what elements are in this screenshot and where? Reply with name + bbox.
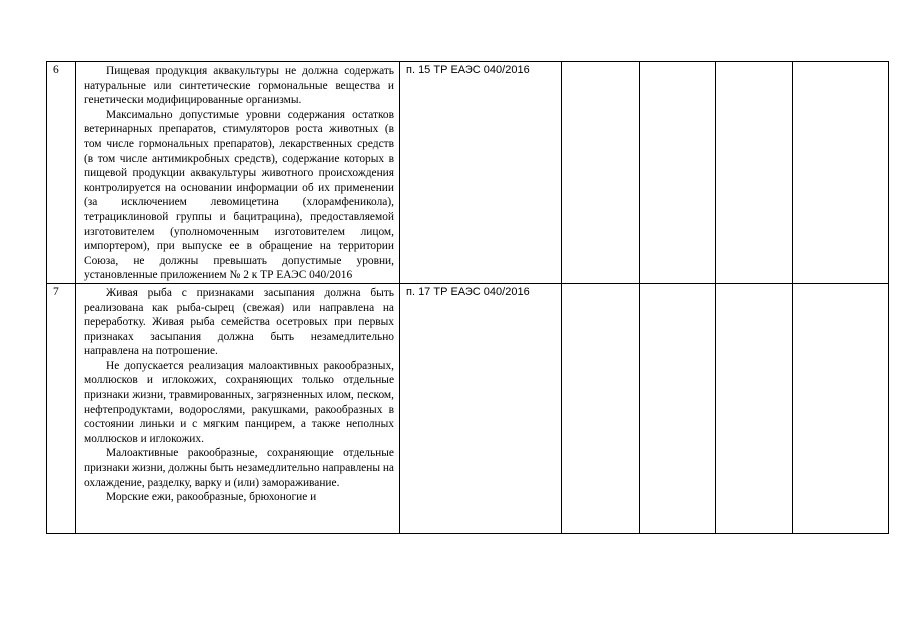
empty-cell — [562, 283, 640, 533]
requirement-paragraph: Морские ежи, ракообразные, брюхоногие и — [106, 491, 317, 504]
requirement-paragraph: Малоактивные ракообразные, сохраняющие отдельные признаки жизни, должны быть незамедлительно направлены на охлаждение, разделку, варку и (или) замораживание. — [84, 447, 394, 489]
empty-cell — [793, 62, 889, 284]
empty-cell — [716, 62, 793, 284]
empty-cell — [640, 283, 716, 533]
requirement-paragraph: Максимально допустимые уровни содержания остатков ветеринарных препаратов, стимуляторов роста животных (в том числе гормональных препаратов), лекарственных средств (в том числе антимикробных средств), содержание которых в пищевой продукции аквакультуры животного происхождения контролируется на основании информации об их применении (за исключением левомицетина (хлорамфеникола), тетрациклиновой группы и бацитрацина), предоставляемой изготовителем (уполномоченным изготовителем лицом, импортером), при выпуске ее в обращение на территории Союза, не должны превышать допустимые уровни, установленные приложением № 2 к ТР ЕАЭС 040/2016 — [84, 108, 394, 282]
row-number: 7 — [47, 283, 76, 533]
row-number: 6 — [47, 62, 76, 284]
empty-cell — [716, 283, 793, 533]
requirement-paragraph: Не допускается реализация малоактивных ракообразных, моллюсков и иглокожих, сохраняющих только отдельные признаки жизни, травмированных, загрязненных илом, песком, нефтепродуктами, водорослями, ракушками, ракообразных в состоянии линьки и с мягким панцирем, а также неполных моллюсков и иглокожих. — [84, 359, 394, 445]
requirement-text — [76, 283, 400, 533]
requirement-text — [76, 62, 400, 284]
regulation-reference: п. 17 ТР ЕАЭС 040/2016 — [400, 283, 562, 533]
requirement-paragraph: Живая рыба с признаками засыпания должна быть реализована как рыба-сырец (свежая) или направлена на переработку. Живая рыба семейства осетровых при первых признаках засыпания должна быть незамедлительно направлена на потрошение. — [84, 286, 394, 358]
table-row — [47, 283, 889, 533]
empty-cell — [793, 283, 889, 533]
empty-cell — [562, 62, 640, 284]
table-row — [47, 62, 889, 284]
requirements-table — [46, 61, 889, 534]
empty-cell — [640, 62, 716, 284]
regulation-reference: п. 15 ТР ЕАЭС 040/2016 — [400, 62, 562, 284]
requirement-paragraph: Пищевая продукция аквакультуры не должна содержать натуральные или синтетические гормональные вещества и генетически модифицированные организмы. — [84, 65, 394, 107]
